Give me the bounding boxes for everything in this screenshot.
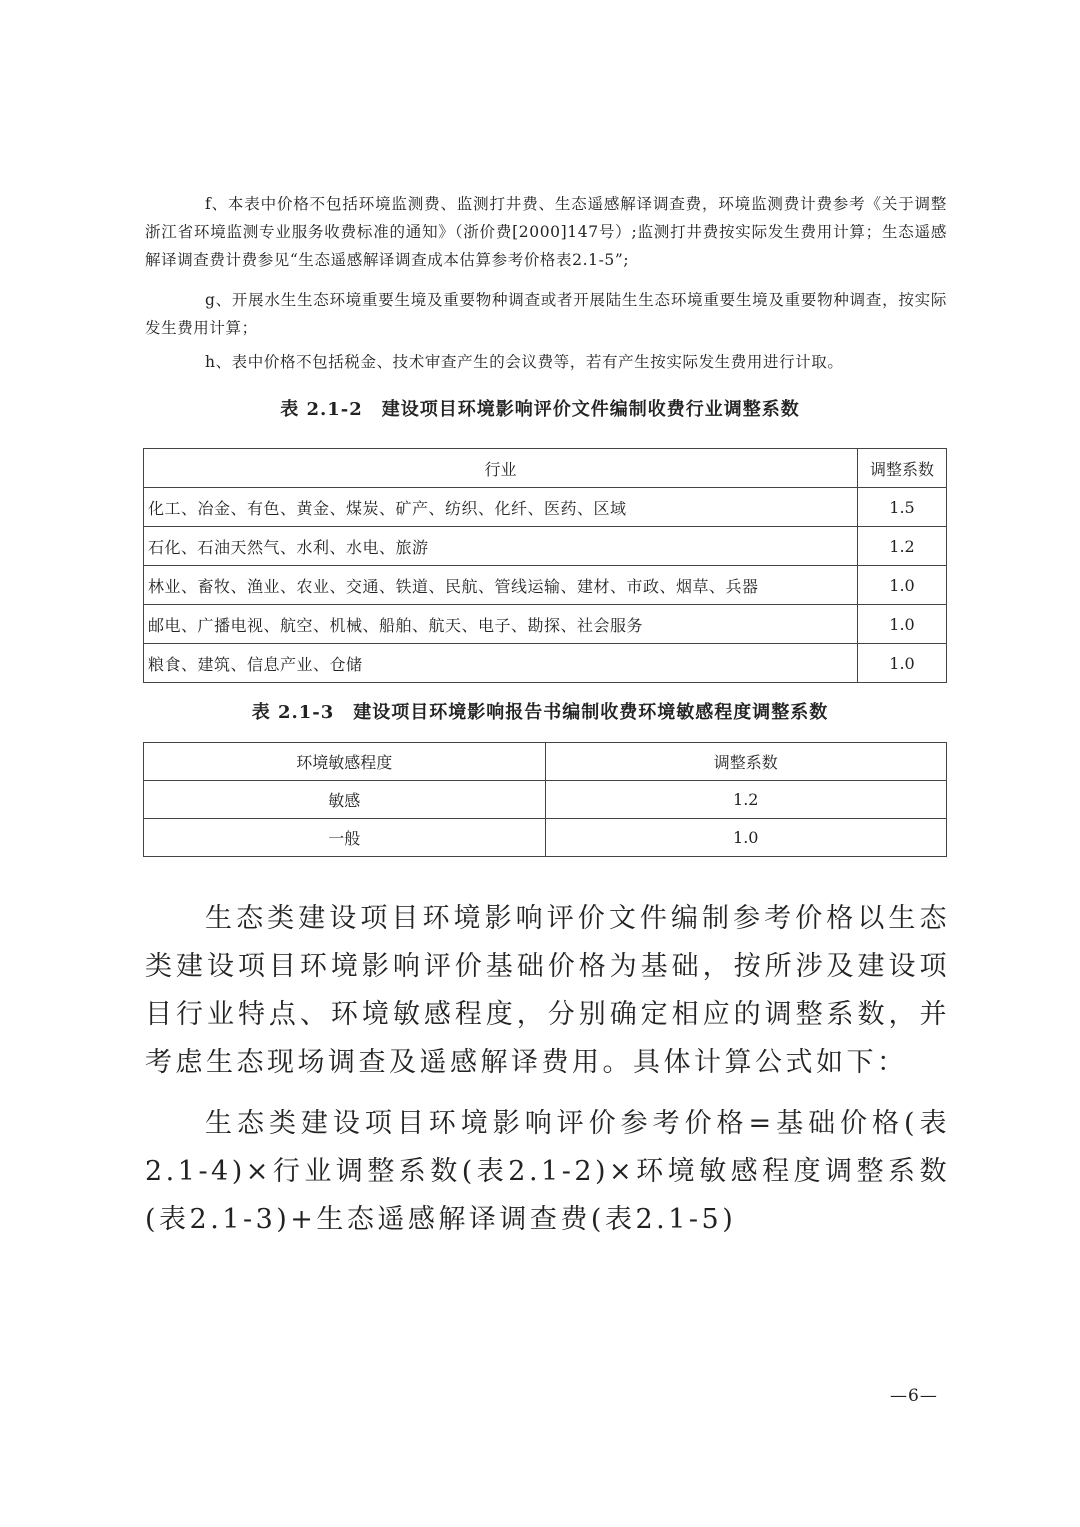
- table-row: [144, 566, 947, 605]
- note-h: h、表中价格不包括税金、技术审查产生的会议费等，若有产生按实际发生费用进行计取。: [205, 353, 844, 371]
- body-paragraph-formula: 生态类建设项目环境影响评价参考价格=基础价格(表2.1-4)×行业调整系数(表2.1-2)×环境敏感程度调整系数(表2.1-3)+生态遥感解译调查费(表2.1-5): [145, 1108, 950, 1235]
- coefficient-cell: 1.2: [858, 527, 947, 566]
- coefficient-cell: 1.0: [858, 644, 947, 683]
- industry-coefficient-table: [143, 448, 947, 683]
- sensitivity-cell: 一般: [144, 819, 546, 857]
- table-row: [144, 644, 947, 683]
- coefficient-cell: 1.0: [858, 605, 947, 644]
- table-row: [144, 819, 947, 857]
- industry-cell: 化工、冶金、有色、黄金、煤炭、矿产、纺织、化纤、医药、区域: [144, 488, 858, 527]
- industry-cell: 粮食、建筑、信息产业、仓储: [144, 644, 858, 683]
- industry-cell: 石化、石油天然气、水利、水电、旅游: [144, 527, 858, 566]
- column-header-coefficient: 调整系数: [858, 449, 947, 488]
- column-header-coefficient: 调整系数: [545, 743, 947, 781]
- table-row: [144, 488, 947, 527]
- industry-cell: 邮电、广播电视、航空、机械、船舶、航天、电子、勘探、社会服务: [144, 605, 858, 644]
- column-header-industry: 行业: [144, 449, 858, 488]
- table-2-1-3-caption: 表 2.1-3 建设项目环境影响报告书编制收费环境敏感程度调整系数: [251, 702, 829, 723]
- table-2-1-2-caption: 表 2.1-2 建设项目环境影响评价文件编制收费行业调整系数: [280, 399, 800, 420]
- table-row: [144, 605, 947, 644]
- coefficient-cell: 1.0: [858, 566, 947, 605]
- table-header-row: [144, 743, 947, 781]
- coefficient-cell: 1.5: [858, 488, 947, 527]
- note-g: g、开展水生生态环境重要生境及重要物种调查或者开展陆生生态环境重要生境及重要物种调查，按实际发生费用计算；: [145, 291, 947, 337]
- column-header-sensitivity: 环境敏感程度: [144, 743, 546, 781]
- table-row: [144, 527, 947, 566]
- body-paragraph-method: 生态类建设项目环境影响评价文件编制参考价格以生态类建设项目环境影响评价基础价格为基础，按所涉及建设项目行业特点、环境敏感程度，分别确定相应的调整系数，并考虑生态现场调查及遥感解译费用。具体计算公式如下：: [145, 903, 950, 1078]
- page-number: —6—: [890, 1386, 938, 1406]
- table-row: [144, 781, 947, 819]
- industry-cell: 林业、畜牧、渔业、农业、交通、铁道、民航、管线运输、建材、市政、烟草、兵器: [144, 566, 858, 605]
- table-header-row: [144, 449, 947, 488]
- sensitivity-cell: 敏感: [144, 781, 546, 819]
- coefficient-cell: 1.2: [545, 781, 947, 819]
- sensitivity-coefficient-table: [143, 742, 947, 857]
- note-f: f、本表中价格不包括环境监测费、监测打井费、生态遥感解译调查费，环境监测费计费参考《关于调整浙江省环境监测专业服务收费标准的通知》（浙价费[2000]147号）;监测打井费按实际发生费用计算；生态遥感解译调查费计费参见“生态遥感解译调查成本估算参考价格表2.1-5”;: [145, 195, 947, 269]
- coefficient-cell: 1.0: [545, 819, 947, 857]
